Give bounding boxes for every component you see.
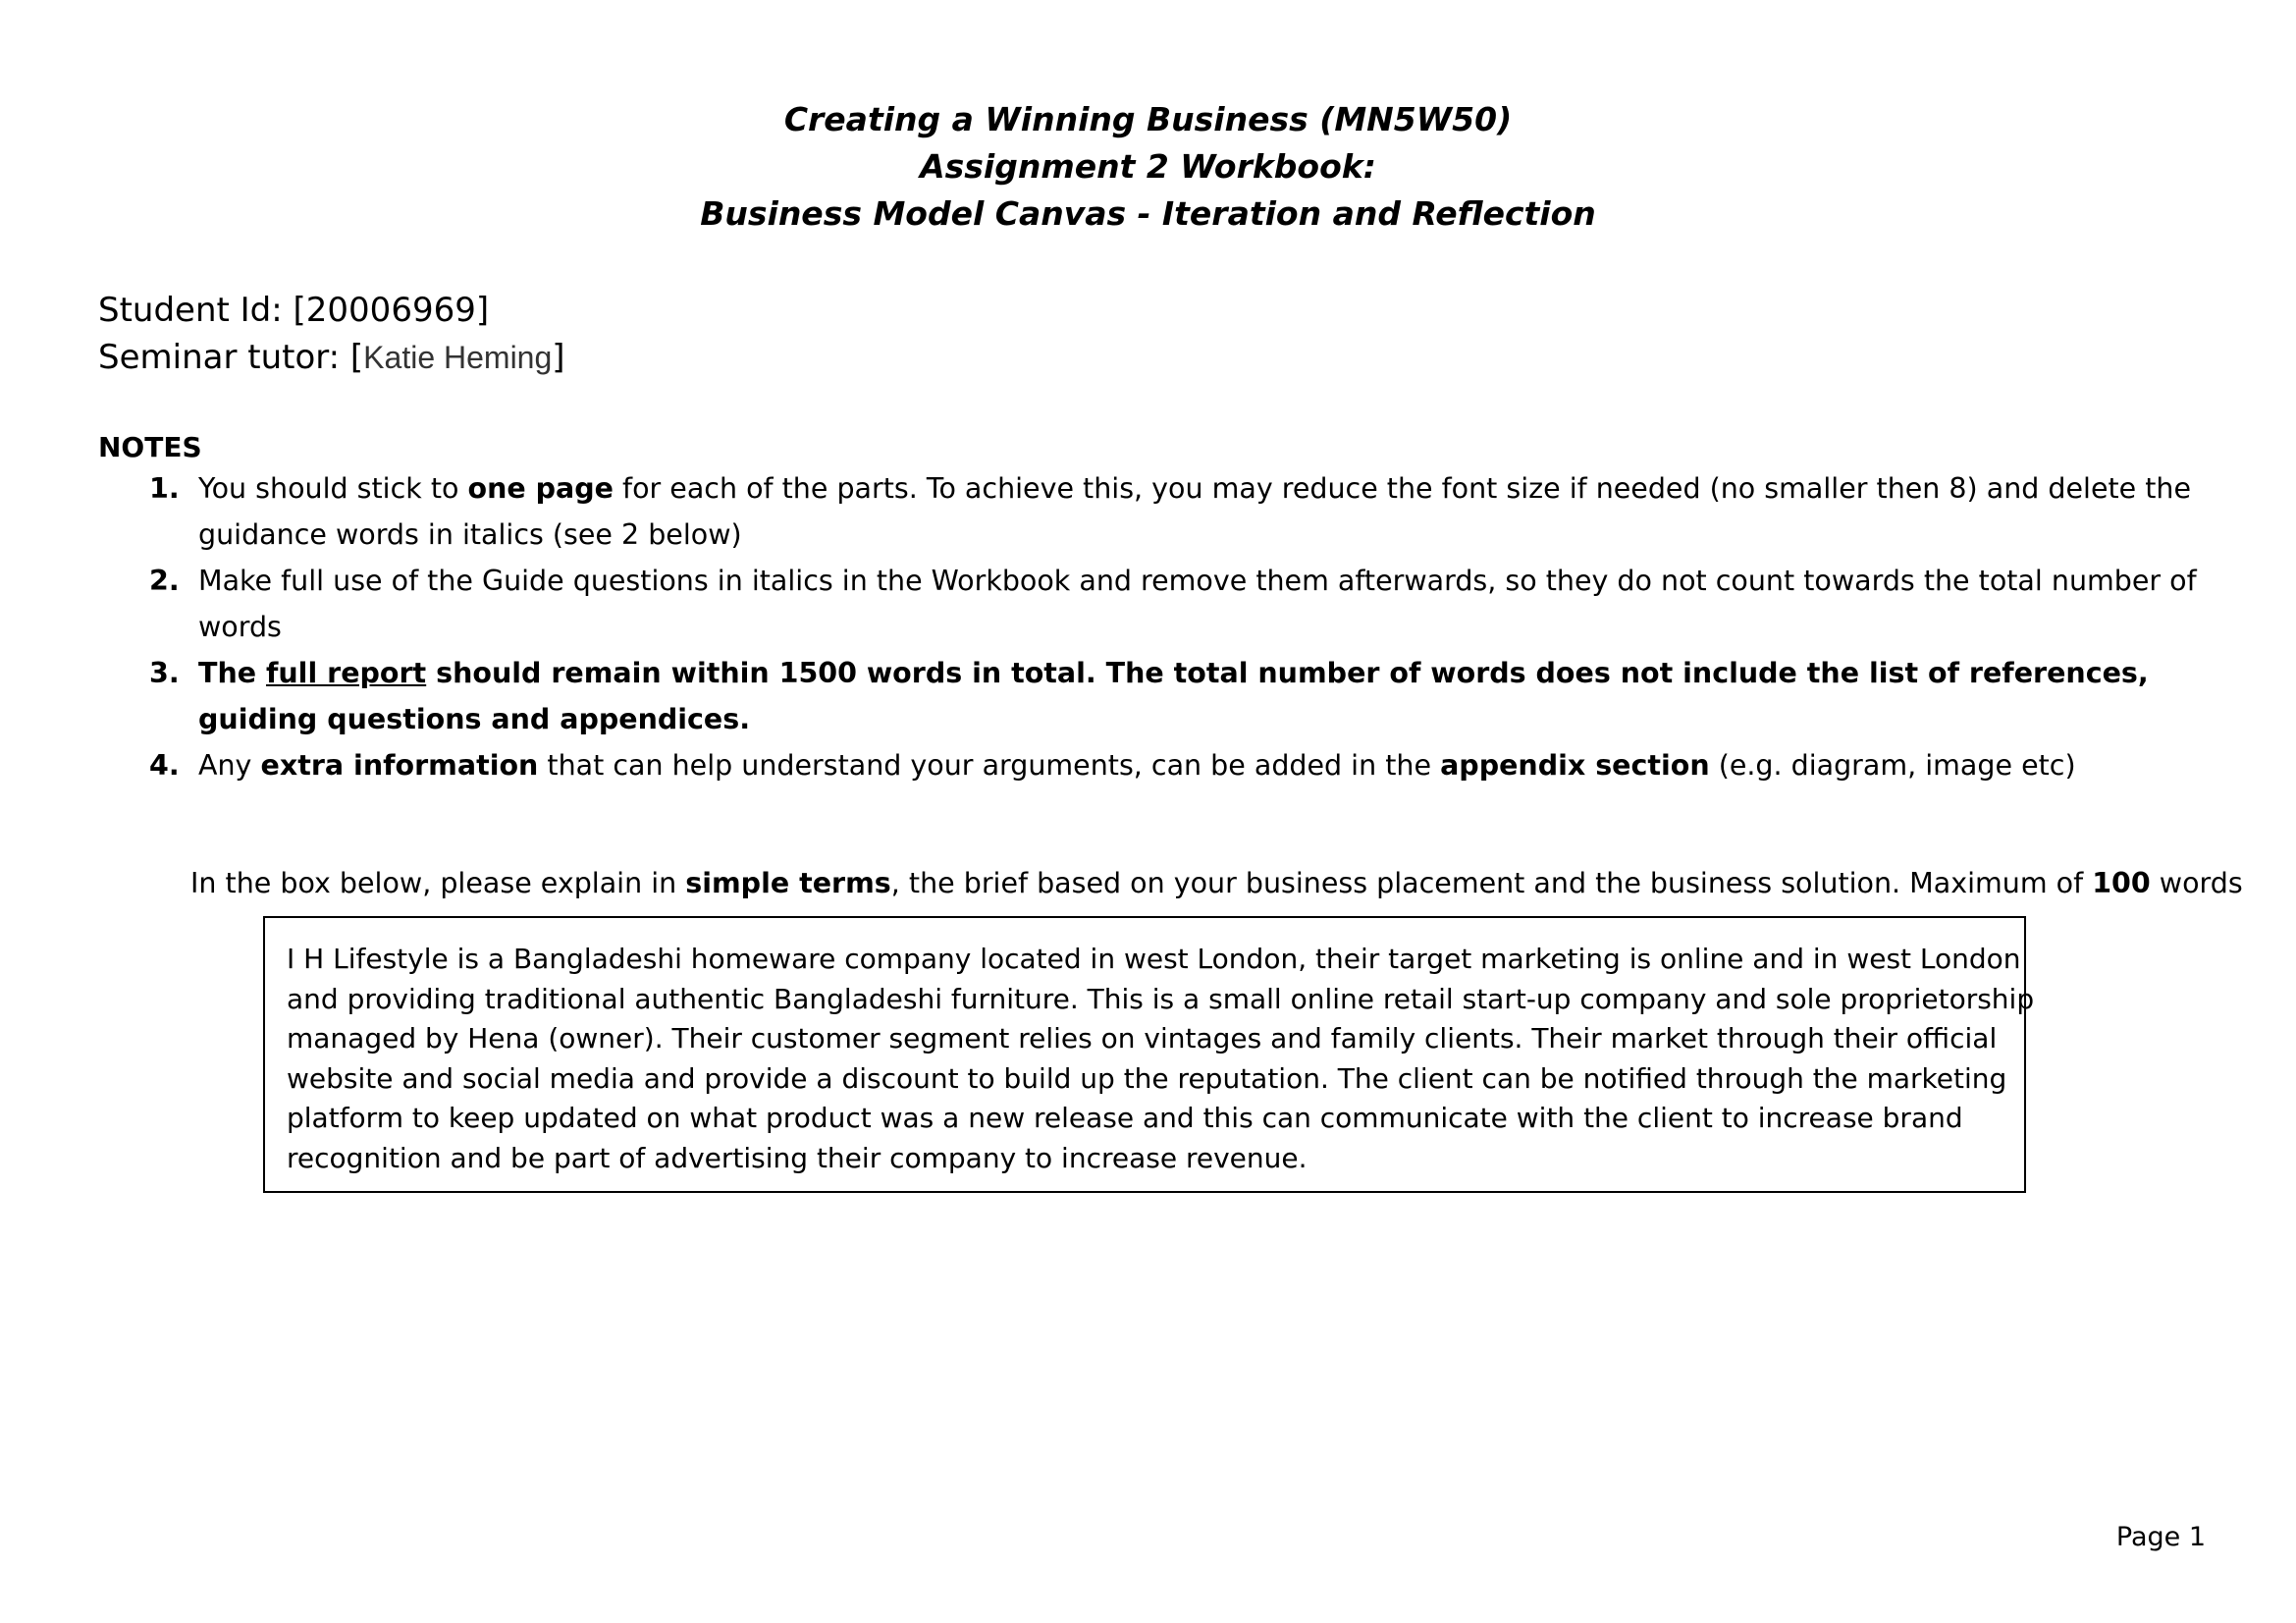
answer-line: recognition and be part of advertising their company to increase revenue. <box>287 1141 1308 1174</box>
student-info <box>98 287 565 381</box>
note-emphasis: appendix section <box>1440 749 1710 782</box>
note-emphasis: extra information <box>260 749 539 782</box>
answer-line: I H Lifestyle is a Bangladeshi homeware company located in west London, their target marketing is online and in west London <box>287 943 2021 975</box>
note-text: Make full use of the Guide questions in italics in the Workbook and remove them afterwards, so they do not count towards the total number of words <box>198 565 2197 643</box>
answer-line: managed by Hena (owner). Their customer segment relies on vintages and family clients. Their market through their official <box>287 1022 1998 1055</box>
instruction-text: words <box>2150 867 2243 899</box>
instruction-emphasis: 100 <box>2092 867 2151 899</box>
answer-line: and providing traditional authentic Bangladeshi furniture. This is a small online retail start-up company and sole proprietorship <box>287 982 2035 1015</box>
note-item-4 <box>137 742 2209 788</box>
note-underlined: full report <box>265 657 427 689</box>
document-title <box>0 96 2296 238</box>
note-text: Any <box>198 749 261 782</box>
seminar-tutor <box>98 334 565 381</box>
assignment-title: Assignment 2 Workbook: <box>920 147 1376 186</box>
answer-line: platform to keep updated on what product was a new release and this can communicate with the client to increase brand <box>287 1102 1963 1134</box>
box-instruction <box>190 862 2252 905</box>
seminar-tutor-name: Katie Heming <box>363 340 553 375</box>
seminar-tutor-suffix: ] <box>552 338 565 377</box>
workbook-subtitle: Business Model Canvas - Iteration and Reflection <box>700 194 1596 233</box>
note-text: The <box>198 657 266 689</box>
note-text: You should stick to <box>198 472 468 505</box>
notes-list <box>137 465 2209 788</box>
answer-text-box[interactable] <box>263 916 2035 1193</box>
note-text: (e.g. diagram, image etc) <box>1709 749 2076 782</box>
note-number: 3. <box>149 657 180 689</box>
note-item-3 <box>137 650 2209 742</box>
instruction-text: In the box below, please explain in <box>190 867 686 899</box>
instruction-emphasis: simple terms <box>685 867 891 899</box>
note-text: should remain within 1500 words in total. The total number of words does not include the list of references, guiding questions and appendices. <box>198 657 2149 735</box>
course-title: Creating a Winning Business (MN5W50) <box>783 100 1513 138</box>
page-number: Page 1 <box>2115 1522 2206 1552</box>
student-id: Student Id: [20006969] <box>98 291 490 330</box>
note-item-2 <box>137 558 2209 650</box>
answer-line: website and social media and provide a discount to build up the reputation. The client can be notified through the marketing <box>287 1061 2007 1095</box>
note-number: 1. <box>149 472 180 505</box>
instruction-text: , the brief based on your business placement and the business solution. Maximum of <box>890 867 2093 899</box>
note-number: 2. <box>149 565 180 597</box>
note-emphasis: one page <box>467 472 614 505</box>
note-item-1 <box>137 465 2209 558</box>
notes-heading: NOTES <box>98 431 202 463</box>
note-text: that can help understand your arguments, can be added in the <box>538 749 1441 782</box>
note-text: for each of the parts. To achieve this, you may reduce the font size if needed (no smaller then 8) and delete the guidance words in italics (see 2 below) <box>198 472 2192 551</box>
seminar-tutor-prefix: Seminar tutor: [ <box>98 338 364 377</box>
note-number: 4. <box>149 749 180 782</box>
